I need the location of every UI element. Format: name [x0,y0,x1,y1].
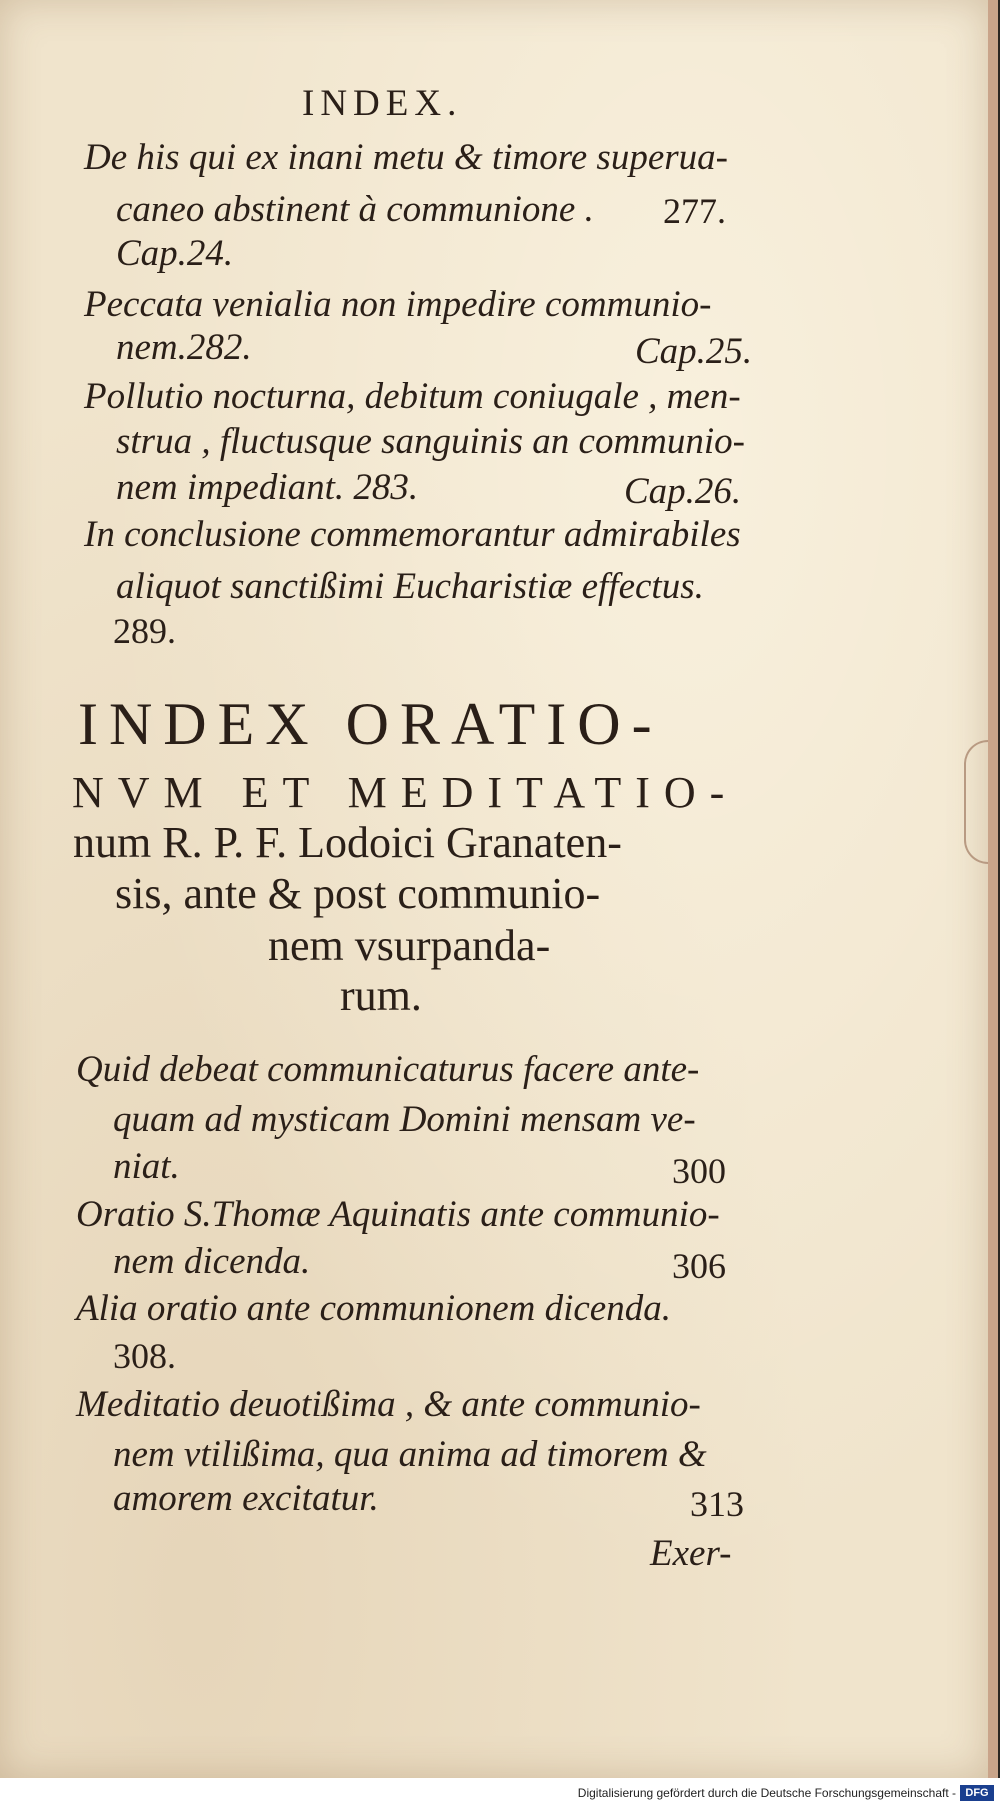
page-number: 289. [113,611,176,651]
entry-line: Pollutio nocturna, debitum coniugale , men- [84,376,741,417]
section-heading: NVM ET MEDITATIO- [72,768,739,817]
page-number: 308. [113,1336,176,1376]
entry-line: Meditatio deuotißima , & ante communio- [76,1384,701,1425]
section-heading: nem vsurpanda- [268,921,551,970]
entry-line: nem vtilißima, qua anima ad timorem & [113,1434,707,1475]
entry-line: niat. [113,1146,180,1187]
page-number: 313 [690,1484,744,1524]
footer-credit: Digitalisierung gefördert durch die Deutsche Forschungsgemeinschaft - [577,1786,956,1800]
entry-line: Peccata venialia non impedire communio- [84,284,712,325]
section-heading: rum. [340,971,422,1020]
catchword: Exer- [650,1533,732,1574]
entry-line: amorem excitatur. [113,1478,379,1519]
page-number: 300 [672,1151,726,1191]
chapter-number: Cap.25. [635,331,753,372]
running-title: INDEX. [302,83,463,124]
entry-line: caneo abstinent à communione . [116,189,594,230]
chapter-number: Cap.26. [624,471,742,512]
dfg-logo: DFG [960,1785,994,1801]
page-number: 306 [672,1246,726,1286]
entry-line: aliquot sanctißimi Eucharistiæ effectus. [116,566,704,607]
entry-line: De his qui ex inani metu & timore superua- [84,137,728,178]
entry-line: nem.282. [116,327,252,368]
entry-line: Alia oratio ante communionem dicenda. [76,1288,671,1329]
entry-line: nem impediant. 283. [116,467,419,508]
entry-line: nem dicenda. [113,1241,311,1282]
entry-line: Quid debeat communicaturus facere ante- [76,1049,700,1090]
entry-line: In conclusione commemorantur admirabiles [84,514,741,555]
entry-line: Oratio S.Thomæ Aquinatis ante communio- [76,1194,720,1235]
page-number: 277. [663,191,726,231]
section-heading: sis, ante & post communio- [115,869,601,918]
section-heading: num R. P. F. Lodoici Granaten- [73,818,622,867]
footer-bar [0,1778,1000,1809]
entry-line: quam ad mysticam Domini mensam ve- [113,1099,696,1140]
entry-line: Cap.24. [116,233,234,274]
entry-line: strua , fluctusque sanguinis an communio- [116,421,745,462]
section-heading: INDEX ORATIO- [78,691,663,757]
